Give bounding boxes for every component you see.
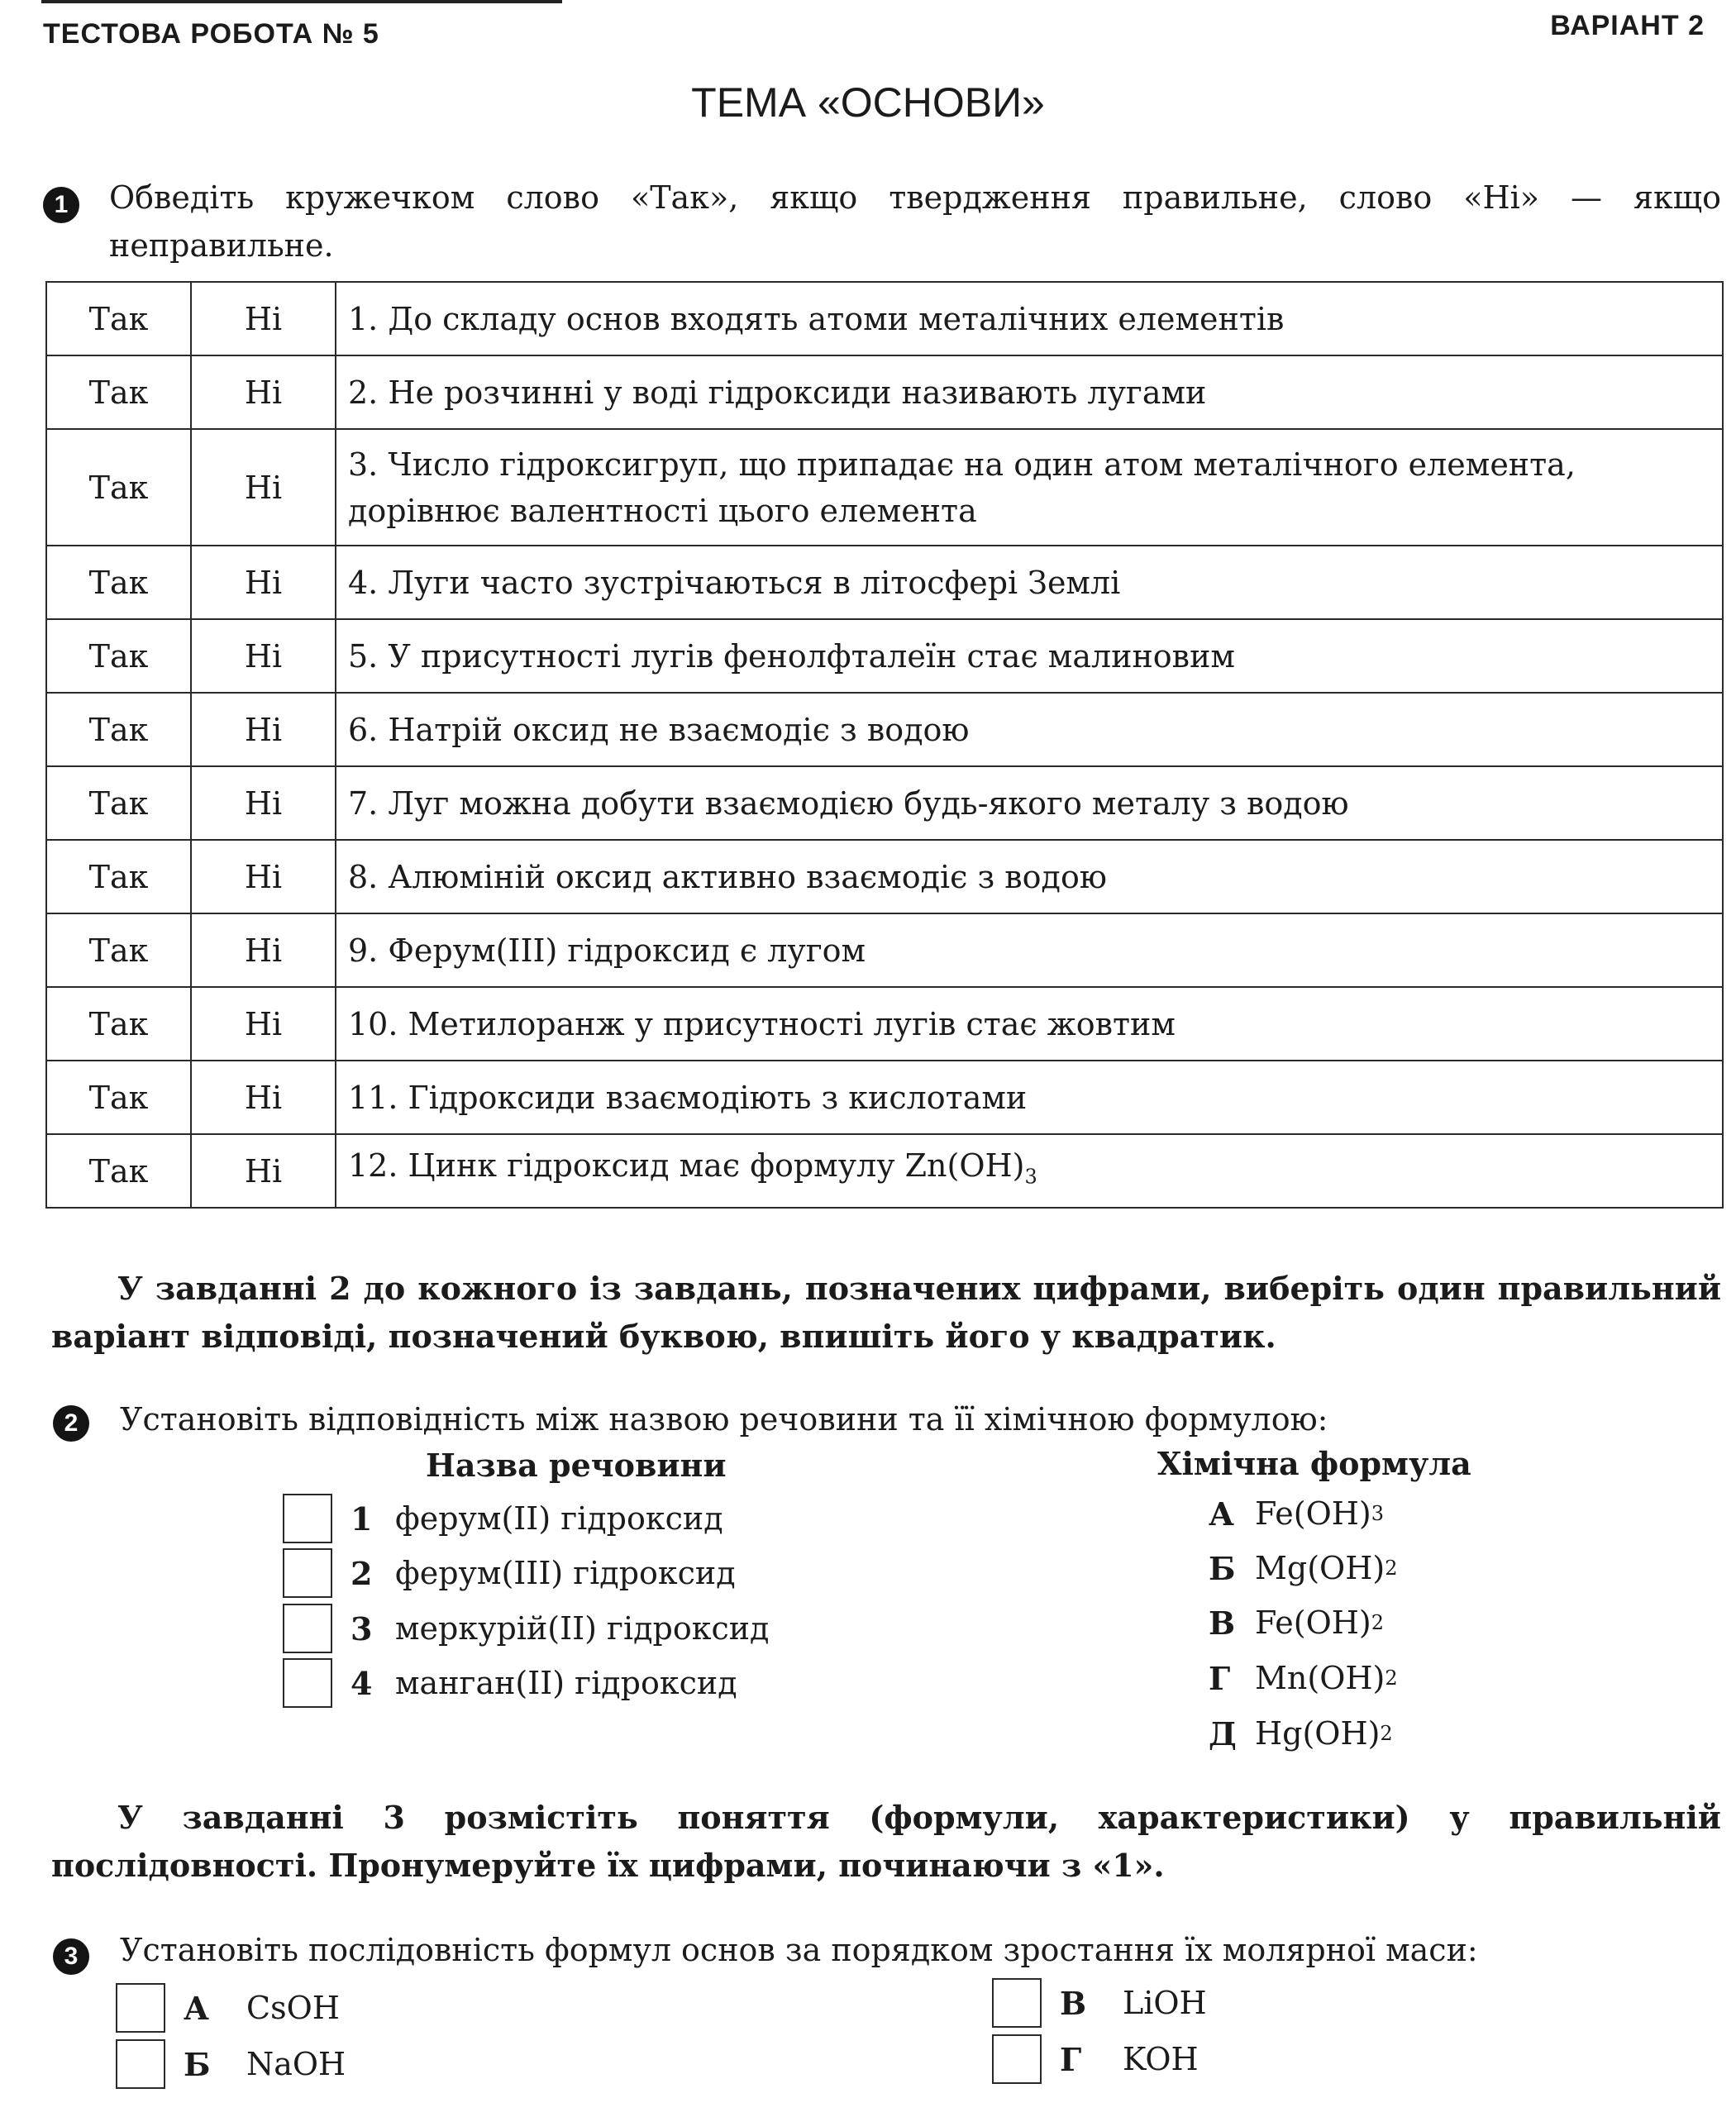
sequence-option-b: Б NaOH [116, 2038, 346, 2090]
yes-option[interactable]: Так [46, 913, 191, 987]
formula-option-d: Д Hg(OH) 2 [1209, 1714, 1393, 1752]
sequence-box-v[interactable] [992, 1978, 1042, 2028]
instruction-3: У завданні 3 розмістіть поняття (формули, характеристики) у правильній послідовності. Пронумеруйте їх цифрами, починаючи з «1». [51, 1799, 1721, 1884]
table-row [46, 546, 1723, 619]
test-title: ТЕСТОВА РОБОТА № 5 [43, 18, 379, 50]
yes-option[interactable]: Так [46, 1134, 191, 1208]
table-row [46, 987, 1723, 1061]
sequence-option-g: Г KOH [992, 2034, 1199, 2085]
statement-text: 8. Алюміній оксид активно взаємодіє з водою [336, 840, 1723, 913]
table-row [46, 1061, 1723, 1134]
yes-option[interactable]: Так [46, 766, 191, 840]
table-row [46, 619, 1723, 693]
question-3-prompt: Установіть послідовність формул основ за порядком зростання їх молярної маси: [120, 1932, 1478, 1968]
formula-option-g: Г Mn(OH) 2 [1209, 1659, 1398, 1697]
no-option[interactable]: Ні [191, 840, 336, 913]
no-option[interactable]: Ні [191, 619, 336, 693]
table-row [46, 429, 1723, 546]
formula-option-b: Б Mg(OH) 2 [1209, 1549, 1398, 1587]
no-option[interactable]: Ні [191, 355, 336, 429]
match-item-3: 3 меркурій(II) гідроксид [283, 1603, 769, 1654]
sequence-option-a: А CsOH [116, 1982, 340, 2034]
no-option[interactable]: Ні [191, 429, 336, 546]
table-row [46, 355, 1723, 429]
question-1-number: 1 [43, 187, 79, 223]
statement-text: 7. Луг можна добути взаємодією будь-якого металу з водою [336, 766, 1723, 840]
page-title: ТЕМА «ОСНОВИ» [691, 79, 1045, 126]
answer-box-1[interactable] [283, 1494, 332, 1543]
no-option[interactable]: Ні [191, 1061, 336, 1134]
statement-text: 11. Гідроксиди взаємодіють з кислотами [336, 1061, 1723, 1134]
statement-text: 10. Метилоранж у присутності лугів стає жовтим [336, 987, 1723, 1061]
formula-option-v: В Fe(OH) 2 [1209, 1604, 1384, 1642]
statement-text: 3. Число гідроксигруп, що припадає на один атом металічного елемента, дорівнює валентності цього елемента [336, 429, 1723, 546]
table-row [46, 840, 1723, 913]
statement-text: 2. Не розчинні у воді гідроксиди називають лугами [336, 355, 1723, 429]
sequence-option-v: В LiOH [992, 1977, 1207, 2029]
yes-option[interactable]: Так [46, 619, 191, 693]
formula-heading: Хімічна формула [1157, 1445, 1471, 1482]
match-item-4: 4 манган(II) гідроксид [283, 1657, 737, 1709]
variant-label: ВАРІАНТ 2 [1550, 10, 1705, 41]
yes-option[interactable]: Так [46, 282, 191, 355]
yes-option[interactable]: Так [46, 355, 191, 429]
yes-option[interactable]: Так [46, 429, 191, 546]
no-option[interactable]: Ні [191, 693, 336, 766]
sequence-box-a[interactable] [116, 1983, 165, 2033]
answer-box-3[interactable] [283, 1604, 332, 1653]
substance-name-heading: Назва речовини [426, 1447, 727, 1484]
no-option[interactable]: Ні [191, 987, 336, 1061]
no-option[interactable]: Ні [191, 282, 336, 355]
table-row [46, 913, 1723, 987]
no-option[interactable]: Ні [191, 1134, 336, 1208]
no-option[interactable]: Ні [191, 546, 336, 619]
true-false-table [45, 281, 1724, 1209]
yes-option[interactable]: Так [46, 546, 191, 619]
statement-text: 5. У присутності лугів фенолфталеїн стає малиновим [336, 619, 1723, 693]
statement-text: 1. До складу основ входять атоми металічних елементів [336, 282, 1723, 355]
table-row [46, 1134, 1723, 1208]
yes-option[interactable]: Так [46, 693, 191, 766]
statement-text: 4. Луги часто зустрічаються в літосфері Землі [336, 546, 1723, 619]
match-item-2: 2 ферум(III) гідроксид [283, 1547, 736, 1599]
yes-option[interactable]: Так [46, 840, 191, 913]
question-1-instruction: Обведіть кружечком слово «Так», якщо твердження правильне, слово «Ні» — якщо неправильне. [109, 179, 1721, 264]
question-2-prompt: Установіть відповідність між назвою речовини та її хімічною формулою: [120, 1401, 1328, 1438]
answer-box-2[interactable] [283, 1548, 332, 1598]
question-2-number: 2 [53, 1405, 89, 1442]
table-row [46, 766, 1723, 840]
formula-option-a: А Fe(OH) 3 [1209, 1495, 1384, 1533]
question-3-number: 3 [53, 1938, 89, 1975]
statement-text: 9. Ферум(III) гідроксид є лугом [336, 913, 1723, 987]
top-rule [41, 0, 562, 3]
statement-text: 6. Натрій оксид не взаємодіє з водою [336, 693, 1723, 766]
table-row [46, 282, 1723, 355]
match-item-1: 1 ферум(II) гідроксид [283, 1493, 723, 1544]
table-row [46, 693, 1723, 766]
yes-option[interactable]: Так [46, 1061, 191, 1134]
sequence-box-b[interactable] [116, 2039, 165, 2089]
statement-text: 12. Цинк гідроксид має формулу $Zn(OH)_3$ [336, 1134, 1723, 1208]
yes-option[interactable]: Так [46, 987, 191, 1061]
sequence-box-g[interactable] [992, 2034, 1042, 2084]
no-option[interactable]: Ні [191, 766, 336, 840]
instruction-2: У завданні 2 до кожного із завдань, позначених цифрами, виберіть один правильний варіант відповіді, позначений буквою, впишіть його у квадратик. [51, 1270, 1721, 1355]
no-option[interactable]: Ні [191, 913, 336, 987]
answer-box-4[interactable] [283, 1658, 332, 1708]
